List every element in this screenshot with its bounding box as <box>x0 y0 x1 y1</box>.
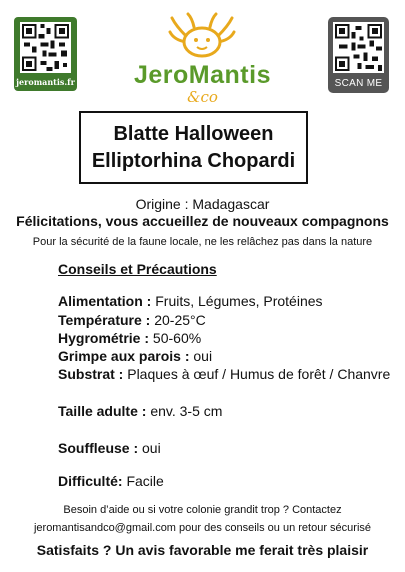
help-text: Besoin d’aide ou si votre colonie grandit trop ? Contactez <box>63 504 342 516</box>
species-common-name: Blatte Halloween <box>113 123 274 145</box>
care-label: Difficulté: <box>58 473 123 489</box>
care-line-hygrometrie <box>58 330 201 346</box>
care-label: Substrat : <box>58 366 124 382</box>
care-value: Fruits, Légumes, Protéines <box>151 293 323 309</box>
qr-code-icon <box>333 22 384 73</box>
care-value: Facile <box>122 473 164 489</box>
care-label: Température : <box>58 312 151 328</box>
congrats-text: Félicitations, vous accueillez de nouveaux compagnons <box>16 213 389 229</box>
qr-code-scan[interactable] <box>328 17 389 93</box>
care-line-temperature <box>58 312 206 328</box>
care-value: oui <box>189 348 213 364</box>
scan-me-label: SCAN ME <box>334 78 383 89</box>
care-line-grimpe <box>58 348 212 364</box>
contact-email-text[interactable]: jeromantisandco@gmail.com pour des conseils ou un retour sécurisé <box>33 522 372 534</box>
care-line-substrat <box>58 366 390 382</box>
care-value: 20-25°C <box>150 312 206 328</box>
release-warning-text: Pour la sécurité de la faune locale, ne les relâchez pas dans la nature <box>32 236 373 248</box>
care-line-difficulte <box>58 473 164 489</box>
species-title-box <box>79 111 308 184</box>
origin-text: Origine : Madagascar <box>135 196 270 212</box>
care-value: 50-60% <box>149 330 202 346</box>
care-label: Taille adulte : <box>58 403 147 419</box>
qr-code-icon <box>20 22 71 73</box>
logo-brand-text: JeroMantis <box>134 61 271 89</box>
review-request-text: Satisfaits ? Un avis favorable me ferait très plaisir <box>36 542 369 558</box>
care-label: Hygrométrie : <box>58 330 150 346</box>
care-label: Grimpe aux parois : <box>58 348 190 364</box>
qr-code-website[interactable] <box>14 17 77 91</box>
care-label: Alimentation : <box>58 293 152 309</box>
care-line-taille <box>58 403 222 419</box>
jeromantis-logo <box>125 12 280 104</box>
qr-caption-website: jeromantis.fr <box>16 77 75 87</box>
logo-sub-text: &co <box>187 88 218 106</box>
care-line-souffleuse <box>58 440 161 456</box>
care-value: oui <box>138 440 161 456</box>
care-label: Souffleuse : <box>58 440 139 456</box>
care-value: env. 3-5 cm <box>146 403 223 419</box>
section-title: Conseils et Précautions <box>58 261 217 277</box>
care-value: Plaques à œuf / Humus de forêt / Chanvre <box>123 366 391 382</box>
species-latin-name: Elliptorhina Chopardi <box>91 150 296 172</box>
care-line-alimentation <box>58 293 323 309</box>
spider-mascot-icon <box>168 12 236 60</box>
